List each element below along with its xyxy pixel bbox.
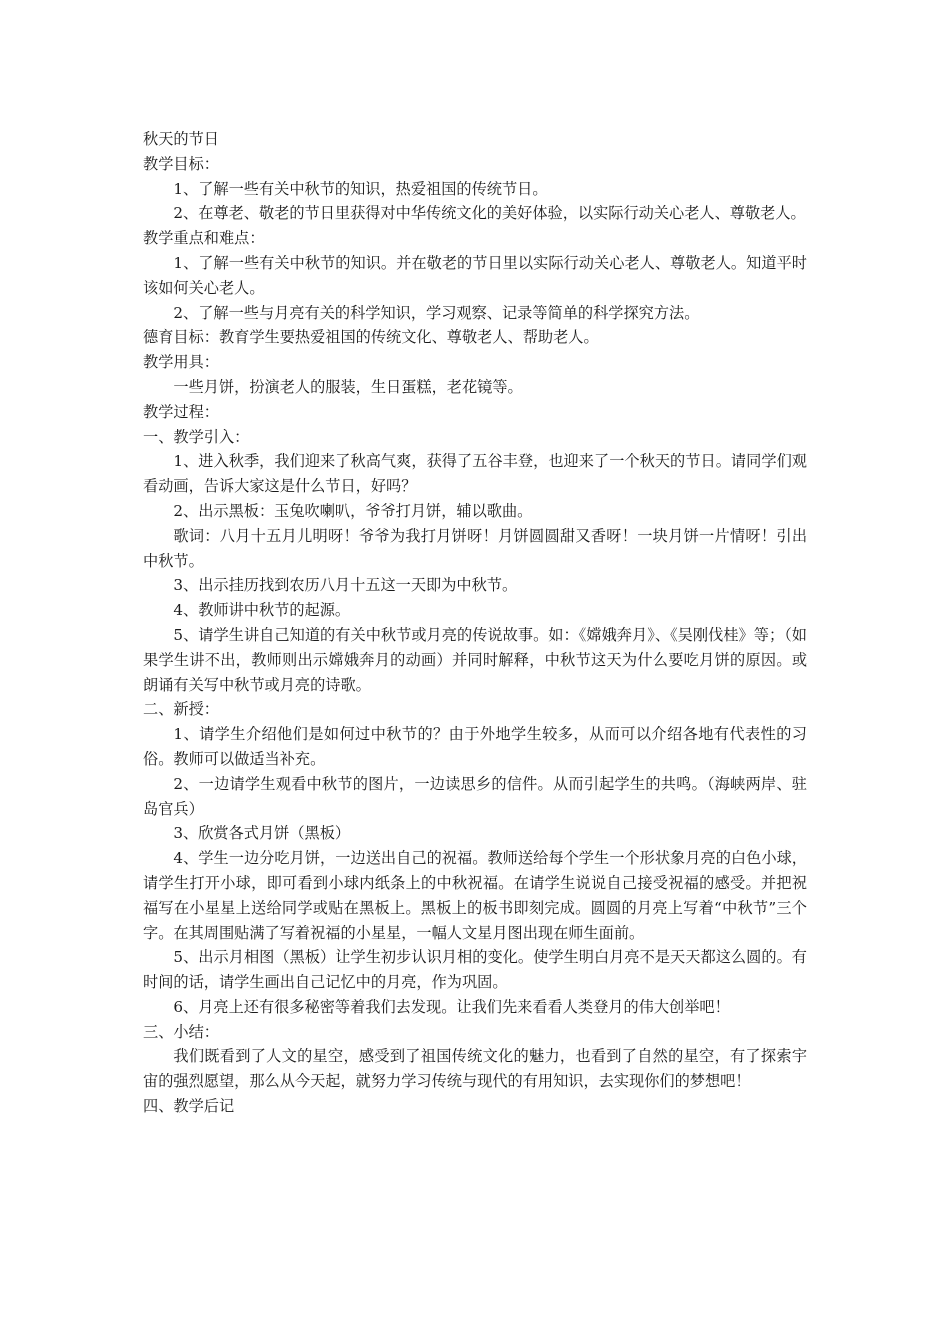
key-point-item-2: 2、了解一些与月亮有关的科学知识，学习观察、记录等简单的科学探究方法。 xyxy=(173,303,700,322)
new-item-4: 4、学生一边分吃月饼，一边送出自己的祝福。教师送给每个学生一个形状象月亮的白色小球，请学生打开小球，即可看到小球内纸条上的中秋祝福。在请学生说说自己接受祝福的感受。并把祝福写在小星星上送给同学或贴在黑板上。黑板上的板书即刻完成。圆圆的月亮上写着“中秋节”三个字。在其周围贴满了写着祝福的小星星，一幅人文星月图出现在师生面前。 xyxy=(143,849,807,942)
intro-item-5: 5、请学生讲自己知道的有关中秋节或月亮的传说故事。如：《嫦娥奔月》、《吴刚伐桂》等；（如果学生讲不出，教师则出示嫦娥奔月的动画）并同时解释，中秋节这天为什么要吃月饼的原因。或朗诵有关写中秋节或月亮的诗歌。 xyxy=(143,625,807,694)
new-item-2: 2、一边请学生观看中秋节的图片，一边读思乡的信件。从而引起学生的共鸣。（海峡两岸、驻岛官兵） xyxy=(143,774,807,818)
document-page xyxy=(143,127,807,1119)
intro-item-2: 2、出示黑板：玉兔吹喇叭，爷爷打月饼，辅以歌曲。 xyxy=(173,501,533,520)
new-item-1: 1、请学生介绍他们是如何过中秋节的？由于外地学生较多，从而可以介绍各地有代表性的习俗。教师可以做适当补充。 xyxy=(143,725,807,768)
subsection-heading-new: 二、新授： xyxy=(143,700,219,719)
intro-item-1: 1、进入秋季，我们迎来了秋高气爽，获得了五谷丰登，也迎来了一个秋天的节日。请同学们观看动画，告诉大家这是什么节日，好吗？ xyxy=(143,452,807,496)
intro-item-3: 3、出示挂历找到农历八月十五这一天即为中秋节。 xyxy=(173,576,518,595)
moral-goal: 德育目标：教育学生要热爱祖国的传统文化、尊敬老人、帮助老人。 xyxy=(143,328,599,347)
intro-item-4: 4、教师讲中秋节的起源。 xyxy=(173,601,351,620)
document-title: 秋天的节日 xyxy=(143,130,219,148)
section-heading-tools: 教学用具： xyxy=(143,353,219,372)
goal-item-2: 2、在尊老、敬老的节日里获得对中华传统文化的美好体验，以实际行动关心老人、尊敬老人。 xyxy=(173,204,806,223)
section-heading-key-points: 教学重点和难点： xyxy=(143,229,265,248)
new-item-3: 3、欣赏各式月饼（黑板） xyxy=(173,824,351,843)
song-lyrics: 歌词：八月十五月儿明呀！爷爷为我打月饼呀！月饼圆圆甜又香呀！一块月饼一片情呀！引出中秋节。 xyxy=(143,526,807,570)
section-heading-process: 教学过程： xyxy=(143,402,219,421)
new-item-5: 5、出示月相图（黑板）让学生初步认识月相的变化。使学生明白月亮不是天天都这么圆的。有时间的话，请学生画出自己记忆中的月亮，作为巩固。 xyxy=(143,948,807,992)
subsection-heading-summary: 三、小结： xyxy=(143,1022,219,1041)
section-heading-goals: 教学目标： xyxy=(143,154,219,173)
goal-item-1: 1、了解一些有关中秋节的知识，热爱祖国的传统节日。 xyxy=(173,179,548,198)
subsection-heading-intro: 一、教学引入： xyxy=(143,427,250,446)
key-point-item-1: 1、了解一些有关中秋节的知识。并在敬老的节日里以实际行动关心老人、尊敬老人。知道平时该如何关心老人。 xyxy=(143,253,807,297)
new-item-6: 6、月亮上还有很多秘密等着我们去发现。让我们先来看看人类登月的伟大创举吧！ xyxy=(173,997,730,1016)
subsection-heading-notes: 四、教学后记 xyxy=(143,1097,235,1116)
tools-list: 一些月饼，扮演老人的服装，生日蛋糕，老花镜等。 xyxy=(173,377,523,396)
summary-paragraph: 我们既看到了人文的星空，感受到了祖国传统文化的魅力，也看到了自然的星空，有了探索宇宙的强烈愿望，那么从今天起，就努力学习传统与现代的有用知识，去实现你们的梦想吧！ xyxy=(143,1047,807,1091)
